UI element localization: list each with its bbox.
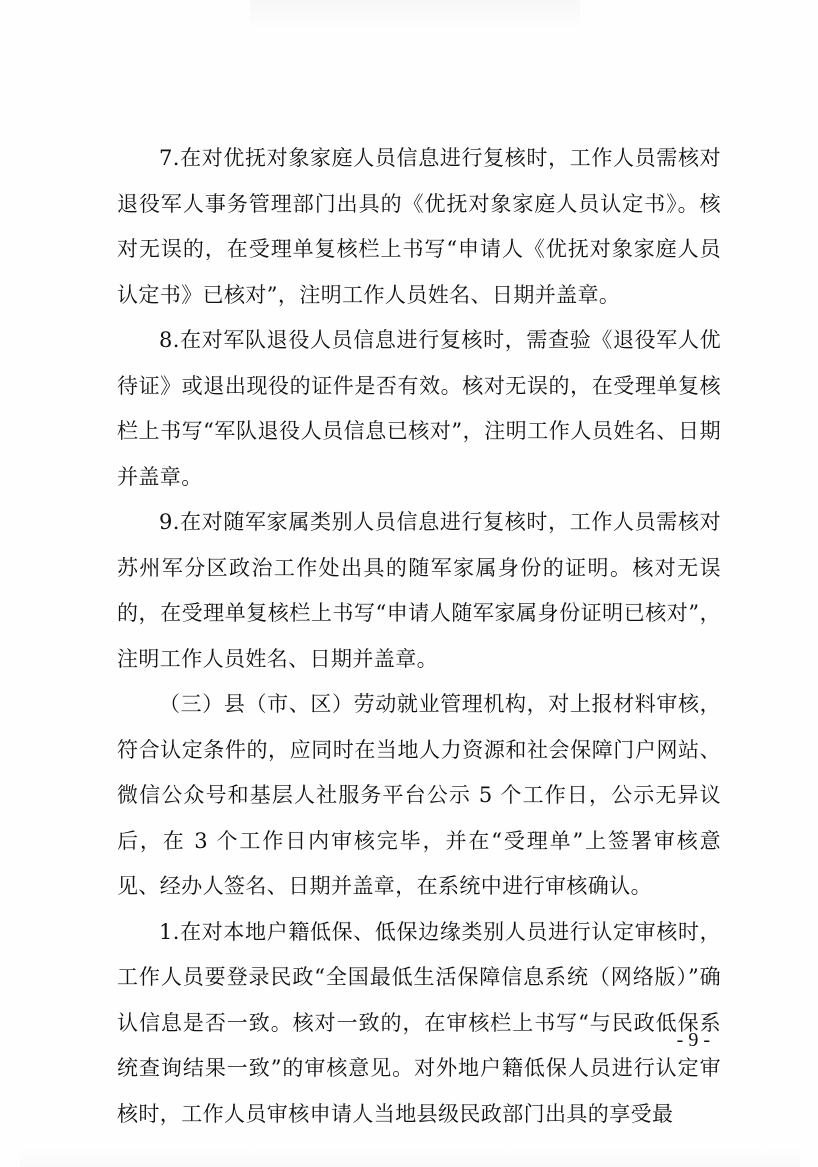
paragraph-section-3: （三）县（市、区）劳动就业管理机构，对上报材料审核，符合认定条件的，应同时在当地人力资源和社会保障门户网站、微信公众号和基层人社服务平台公示 5 个工作日，公示无异议后，在 3 个工作日内审核完毕，并在“受理单”上签署审核意见、经办人签名、日期并盖章，在系统中进行审核确认。 [117,692,721,898]
paragraph-item-9: 9.在对随军家属类别人员信息进行复核时，工作人员需核对苏州军分区政治工作处出具的随军家属身份的证明。核对无误的，在受理单复核栏上书写“申请人随军家属身份证明已核对”，注明工作人员姓名、日期并盖章。 [117,510,721,671]
page-number: - 9 - [676,1029,710,1051]
paragraph-item-7: 7.在对优抚对象家庭人员信息进行复核时，工作人员需核对退役军人事务管理部门出具的《优抚对象家庭人员认定书》。核对无误的，在受理单复核栏上书写“申请人《优抚对象家庭人员认定书》已核对”，注明工作人员姓名、日期并盖章。 [117,146,721,307]
scan-shadow-top [250,0,580,30]
document-body [117,136,721,1137]
paragraph-item-8: 8.在对军队退役人员信息进行复核时，需查验《退役军人优待证》或退出现役的证件是否有效。核对无误的，在受理单复核栏上书写“军队退役人员信息已核对”，注明工作人员姓名、日期并盖章。 [117,328,721,489]
paragraph-item-1: 1.在对本地户籍低保、低保边缘类别人员进行认定审核时，工作人员要登录民政“全国最低生活保障信息系统（网络版）”确认信息是否一致。核对一致的，在审核栏上书写“与民政低保系统查询结果一致”的审核意见。对外地户籍低保人员进行认定审核时，工作人员审核申请人当地县级民政部门出具的享受最 [117,919,721,1126]
scan-shadow-bottom [20,1147,800,1167]
